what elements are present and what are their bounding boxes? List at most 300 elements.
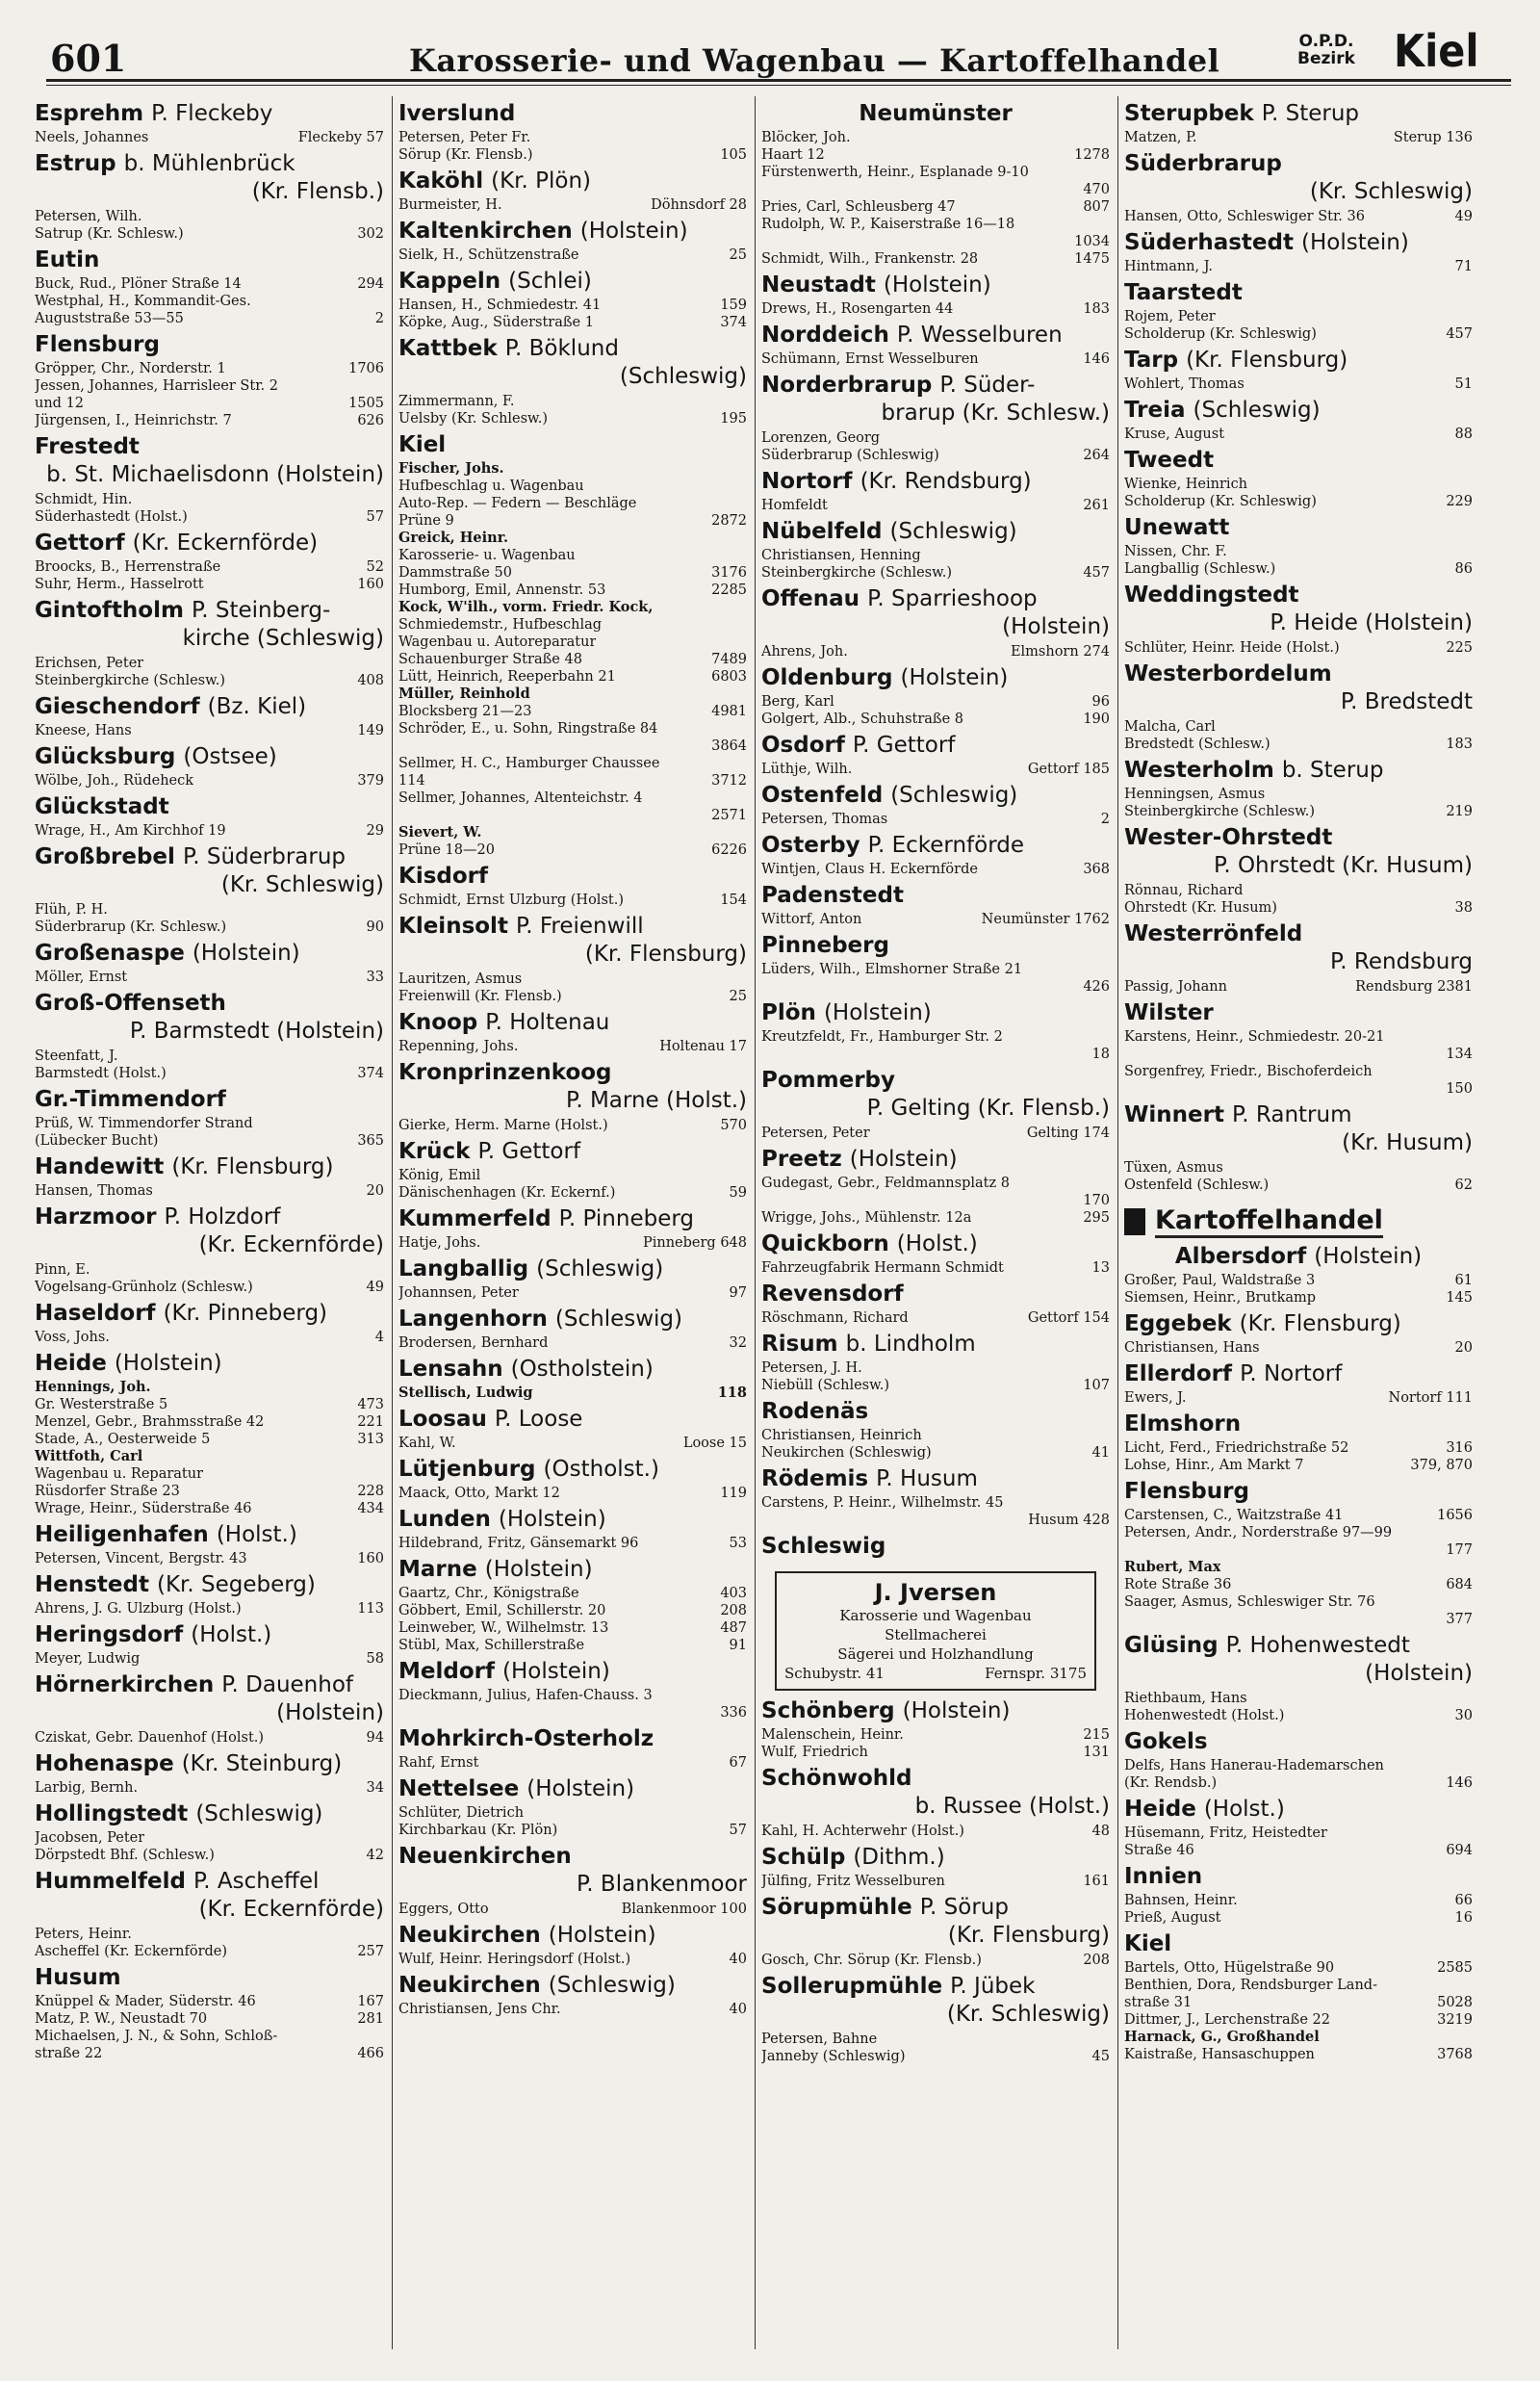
place-subtitle-cont: (Holstein) bbox=[1002, 614, 1110, 639]
directory-entry bbox=[35, 1396, 384, 1413]
place-name: Flensburg bbox=[35, 332, 160, 357]
entry-phone: Nortorf 111 bbox=[1388, 1390, 1473, 1406]
entry-name: Petersen, Peter bbox=[761, 1126, 870, 1141]
place-name: Albersdorf bbox=[1174, 1244, 1307, 1269]
directory-entry bbox=[398, 971, 747, 988]
directory-entry bbox=[35, 1065, 384, 1082]
entry-name: Hansen, H., Schmiedestr. 41 bbox=[398, 298, 602, 313]
place-heading bbox=[398, 1357, 747, 1383]
place-heading bbox=[761, 586, 1110, 612]
place-name: Wester-Ohrstedt bbox=[1124, 825, 1333, 850]
entry-phone: 25 bbox=[729, 989, 747, 1004]
directory-entry bbox=[1124, 426, 1473, 443]
place-subtitle: (Holst.) bbox=[216, 1522, 297, 1547]
place-subtitle: (Kr. Eckernförde) bbox=[132, 531, 319, 556]
place-heading bbox=[398, 1973, 747, 1999]
directory-entry bbox=[1124, 1909, 1473, 1927]
entry-name: Broocks, B., Herrenstraße bbox=[35, 559, 221, 575]
entry-phone: 1034 bbox=[1074, 234, 1110, 249]
advertisement-box bbox=[775, 1571, 1096, 1691]
entry-phone: 49 bbox=[1454, 209, 1473, 224]
directory-entry bbox=[1124, 1892, 1473, 1909]
entry-name: Sellmer, H. C., Hamburger Chaussee bbox=[398, 756, 660, 771]
entry-phone: 159 bbox=[720, 298, 747, 313]
section-title: Kartoffelhandel bbox=[1155, 1205, 1383, 1238]
place-name: Nettelsee bbox=[398, 1776, 520, 1801]
place-heading bbox=[35, 1965, 384, 1991]
directory-entry bbox=[1124, 1389, 1473, 1407]
entry-phone: 2571 bbox=[711, 808, 747, 823]
place-heading bbox=[761, 1399, 1110, 1425]
directory-entry bbox=[1124, 718, 1473, 736]
place-subtitle: P. Böklund bbox=[504, 336, 619, 361]
entry-name: Meyer, Ludwig bbox=[35, 1651, 141, 1667]
entry-phone: 208 bbox=[720, 1603, 747, 1618]
entry-name: Sielk, H., Schützenstraße bbox=[398, 247, 579, 263]
place-subtitle: (Schleswig) bbox=[548, 1973, 676, 1998]
entry-name: Lütt, Heinrich, Reeperbahn 21 bbox=[398, 669, 616, 685]
place-heading bbox=[35, 598, 384, 624]
entry-name: Prüne 9 bbox=[398, 513, 454, 529]
directory-entry bbox=[1124, 1959, 1473, 1977]
entry-phone: 118 bbox=[717, 1385, 747, 1401]
place-subtitle: (Holstein) bbox=[192, 941, 300, 966]
directory-entry bbox=[761, 693, 1110, 711]
place-subtitle-cont: (Kr. Husum) bbox=[1342, 1130, 1473, 1155]
directory-entry bbox=[398, 1754, 747, 1772]
directory-entry bbox=[398, 1485, 747, 1502]
entry-name: Sörup (Kr. Flensb.) bbox=[398, 147, 533, 163]
entry-phone: 150 bbox=[1446, 1081, 1473, 1097]
entry-name: Rojem, Peter bbox=[1124, 309, 1216, 324]
entry-name: Prüß, W. Timmendorfer Strand bbox=[35, 1116, 253, 1131]
entry-name: Gr. Westerstraße 5 bbox=[35, 1397, 168, 1412]
place-name: Gettorf bbox=[35, 531, 125, 556]
entry-phone: 2872 bbox=[711, 513, 747, 529]
place-heading bbox=[1124, 280, 1473, 306]
directory-entry bbox=[398, 738, 747, 755]
entry-phone: Fleckeby 57 bbox=[297, 130, 384, 145]
directory-entry bbox=[1124, 1457, 1473, 1474]
directory-entry bbox=[35, 558, 384, 576]
place-heading bbox=[1124, 825, 1473, 851]
place-subtitle: (Holstein) bbox=[1301, 230, 1409, 255]
entry-name: Lüthje, Wilh. bbox=[761, 762, 853, 777]
directory-entry bbox=[398, 1117, 747, 1134]
entry-name: Neels, Johannes bbox=[35, 130, 149, 145]
place-name: Heide bbox=[35, 1351, 107, 1376]
place-name: Kattbek bbox=[398, 336, 498, 361]
place-name: Taarstedt bbox=[1124, 280, 1243, 305]
directory-entry bbox=[761, 1046, 1110, 1063]
place-heading bbox=[761, 1895, 1110, 1921]
entry-phone: 58 bbox=[366, 1651, 384, 1667]
directory-entry bbox=[35, 1550, 384, 1567]
place-heading bbox=[398, 1206, 747, 1232]
entry-name: Fischer, Johs. bbox=[398, 460, 504, 477]
ad-line: Stellmacherei bbox=[885, 1626, 987, 1643]
entry-phone: 149 bbox=[357, 723, 384, 738]
directory-entry bbox=[1124, 2046, 1473, 2063]
place-heading bbox=[398, 1776, 747, 1802]
place-heading bbox=[35, 1801, 384, 1827]
entry-name: Göbbert, Emil, Schillerstr. 20 bbox=[398, 1603, 606, 1618]
place-heading bbox=[35, 1869, 384, 1895]
directory-entry bbox=[761, 1952, 1110, 1969]
place-subtitle: (Holstein) bbox=[900, 665, 1009, 690]
directory-entry bbox=[35, 1779, 384, 1797]
directory-entry bbox=[1124, 1825, 1473, 1842]
entry-name: Rönnau, Richard bbox=[1124, 883, 1244, 898]
place-name: Lütjenburg bbox=[398, 1457, 536, 1482]
place-subtitle: (Holstein) bbox=[114, 1351, 222, 1376]
directory-entry bbox=[761, 1873, 1110, 1890]
entry-name: Hildebrand, Fritz, Gänsemarkt 96 bbox=[398, 1536, 639, 1551]
entry-name: Steenfatt, J. bbox=[35, 1048, 118, 1064]
entry-name: Kreutzfeldt, Fr., Hamburger Str. 2 bbox=[761, 1029, 1003, 1045]
place-subtitle-cont: P. Heide (Holstein) bbox=[1270, 610, 1473, 635]
directory-entry bbox=[35, 412, 384, 429]
entry-name: Vogelsang-Grünholz (Schlesw.) bbox=[35, 1280, 253, 1295]
entry-phone: 3864 bbox=[711, 738, 747, 754]
entry-name: Pinn, E. bbox=[35, 1262, 90, 1278]
entry-name: Riethbaum, Hans bbox=[1124, 1691, 1247, 1706]
entry-name: Petersen, Thomas bbox=[761, 812, 888, 827]
place-heading bbox=[35, 434, 384, 460]
place-heading bbox=[35, 1087, 384, 1113]
directory-entry bbox=[35, 129, 384, 146]
place-name: Iverslund bbox=[398, 101, 516, 126]
entry-name: Christiansen, Henning bbox=[761, 548, 921, 563]
directory-entry bbox=[761, 1259, 1110, 1277]
entry-phone: 45 bbox=[1091, 2049, 1110, 2064]
directory-entry bbox=[398, 1704, 747, 1721]
place-subtitle: (Schleswig) bbox=[1193, 398, 1321, 423]
entry-name: Westphal, H., Kommandit-Ges. bbox=[35, 294, 251, 309]
entry-phone: 91 bbox=[729, 1638, 747, 1653]
directory-entry bbox=[761, 1726, 1110, 1744]
entry-name: Lauritzen, Asmus bbox=[398, 971, 523, 987]
entry-name: Flüh, P. H. bbox=[35, 902, 108, 918]
place-name: Rödemis bbox=[761, 1466, 869, 1491]
directory-entry bbox=[1124, 1576, 1473, 1593]
directory-entry bbox=[1124, 1080, 1473, 1098]
entry-name: Suhr, Herm., Hasselrott bbox=[35, 577, 204, 592]
directory-entry bbox=[35, 225, 384, 243]
entry-name: Brodersen, Bernhard bbox=[398, 1335, 549, 1351]
entry-name: Larbig, Bernh. bbox=[35, 1780, 139, 1796]
directory-entry bbox=[1124, 1611, 1473, 1628]
place-name: Tarp bbox=[1124, 348, 1179, 373]
place-name: Osdorf bbox=[761, 733, 845, 758]
directory-entry bbox=[1124, 736, 1473, 753]
entry-phone: Gettorf 185 bbox=[1027, 762, 1110, 777]
entry-phone: 40 bbox=[729, 2002, 747, 2017]
directory-entry bbox=[398, 1951, 747, 1968]
place-name: Loosau bbox=[398, 1407, 487, 1432]
place-heading bbox=[398, 1507, 747, 1533]
directory-entry bbox=[35, 1943, 384, 1960]
place-heading bbox=[35, 744, 384, 770]
entry-name: Kneese, Hans bbox=[35, 723, 132, 738]
entry-name: König, Emil bbox=[398, 1168, 481, 1183]
place-name: Ostenfeld bbox=[761, 783, 884, 808]
entry-phone: Husum 428 bbox=[1028, 1513, 1110, 1528]
place-heading bbox=[398, 1307, 747, 1333]
entry-name: Bahnsen, Heinr. bbox=[1124, 1893, 1238, 1908]
entry-name: Freienwill (Kr. Flensb.) bbox=[398, 989, 562, 1004]
directory-entry bbox=[761, 350, 1110, 368]
place-name: Knoop bbox=[398, 1010, 478, 1035]
place-subtitle: P. Nortorf bbox=[1240, 1361, 1343, 1386]
directory-entry bbox=[35, 822, 384, 840]
entry-phone: 183 bbox=[1446, 737, 1473, 752]
entry-phone: 215 bbox=[1083, 1727, 1110, 1743]
place-name: Eggebek bbox=[1124, 1311, 1232, 1336]
column-1 bbox=[29, 96, 392, 2349]
entry-name: Kruse, August bbox=[1124, 427, 1225, 442]
entry-phone: 6226 bbox=[711, 842, 747, 858]
directory-entry bbox=[761, 181, 1110, 198]
place-name: Estrup bbox=[35, 151, 116, 176]
entry-phone: 377 bbox=[1446, 1612, 1473, 1627]
place-name: Kummerfeld bbox=[398, 1206, 552, 1231]
entry-name: Ascheffel (Kr. Eckernförde) bbox=[35, 1944, 228, 1959]
place-heading bbox=[398, 1139, 747, 1165]
place-name: Kappeln bbox=[398, 269, 501, 294]
directory-entry bbox=[398, 196, 747, 214]
entry-phone: 42 bbox=[366, 1848, 384, 1863]
entry-phone: 295 bbox=[1083, 1210, 1110, 1226]
place-heading bbox=[761, 1000, 1110, 1026]
entry-phone: 33 bbox=[366, 970, 384, 985]
entry-phone: 160 bbox=[357, 577, 384, 592]
entry-name: Tüxen, Asmus bbox=[1124, 1160, 1223, 1176]
entry-name: Knüppel & Mader, Süderstr. 46 bbox=[35, 1994, 256, 2009]
ad-line: Sägerei und Holzhandlung bbox=[837, 1645, 1034, 1663]
place-subtitle: (Ostholst.) bbox=[543, 1457, 659, 1482]
place-name: Neustadt bbox=[761, 272, 876, 298]
place-subtitle: P. Süderbrarup bbox=[182, 844, 346, 869]
place-subtitle: (Holstein) bbox=[548, 1923, 656, 1948]
place-name: Osterby bbox=[761, 833, 860, 858]
directory-entry bbox=[398, 495, 747, 512]
directory-entry bbox=[398, 1619, 747, 1637]
place-subtitle: (Kr. Flensburg) bbox=[1239, 1311, 1401, 1336]
directory-entry bbox=[398, 1901, 747, 1918]
directory-entry bbox=[398, 789, 747, 807]
entry-name: Kahl, H. Achterwehr (Holst.) bbox=[761, 1824, 964, 1839]
entry-phone: Sterup 136 bbox=[1393, 130, 1473, 145]
entry-phone: 107 bbox=[1083, 1378, 1110, 1393]
place-subtitle: (Kr. Steinburg) bbox=[181, 1751, 343, 1776]
entry-phone: 294 bbox=[357, 276, 384, 292]
place-subtitle-cont: kirche (Schleswig) bbox=[182, 626, 384, 651]
place-subtitle-cont: P. Gelting (Kr. Flensb.) bbox=[866, 1096, 1110, 1121]
entry-name: Stübl, Max, Schillerstraße bbox=[398, 1638, 585, 1653]
place-name: Norderbrarup bbox=[761, 373, 933, 398]
entry-phone: 626 bbox=[357, 413, 384, 428]
place-heading bbox=[761, 101, 1110, 127]
entry-name: Jacobsen, Peter bbox=[35, 1830, 145, 1846]
place-heading bbox=[1124, 582, 1473, 608]
place-heading bbox=[1124, 1411, 1473, 1437]
entry-name: Köpke, Aug., Süderstraße 1 bbox=[398, 315, 594, 330]
place-subtitle: (Schleswig) bbox=[890, 783, 1018, 808]
place-subtitle: (Holstein) bbox=[823, 1000, 932, 1025]
place-name: Offenau bbox=[761, 586, 860, 611]
place-subtitle: (Holstein) bbox=[1314, 1244, 1423, 1269]
entry-name: Kahl, W. bbox=[398, 1436, 456, 1451]
directory-entry bbox=[398, 1284, 747, 1302]
page-header bbox=[29, 19, 1511, 87]
place-name: Kaköhl bbox=[398, 168, 484, 194]
place-heading bbox=[761, 933, 1110, 959]
place-heading bbox=[35, 332, 384, 358]
place-name: Husum bbox=[35, 1965, 121, 1990]
directory-entry bbox=[35, 360, 384, 377]
entry-phone: 473 bbox=[357, 1397, 384, 1412]
place-name: Neukirchen bbox=[398, 1973, 541, 1998]
directory-entry bbox=[35, 1329, 384, 1346]
place-heading bbox=[1124, 1729, 1473, 1755]
directory-entry bbox=[398, 460, 747, 478]
place-subtitle: P. Sörup bbox=[919, 1895, 1009, 1920]
place-subtitle: P. Gettorf bbox=[477, 1139, 581, 1164]
directory-entry bbox=[398, 564, 747, 582]
directory-entry bbox=[398, 1535, 747, 1552]
opd-label: O.P.D. bbox=[1298, 32, 1354, 51]
place-heading bbox=[398, 1407, 747, 1433]
entry-name: Wulf, Friedrich bbox=[761, 1745, 868, 1760]
entry-name: Peters, Heinr. bbox=[35, 1927, 132, 1942]
entry-phone: 208 bbox=[1083, 1953, 1110, 1968]
place-heading bbox=[35, 1351, 384, 1377]
entry-name: Schauenburger Straße 48 bbox=[398, 652, 582, 667]
entry-phone: 5028 bbox=[1437, 1995, 1473, 2010]
entry-phone: Holtenau 17 bbox=[659, 1039, 747, 1054]
entry-name: Uelsby (Kr. Schlesw.) bbox=[398, 411, 549, 427]
directory-entry bbox=[398, 755, 747, 772]
directory-entry bbox=[1124, 1977, 1473, 1994]
entry-name: Repenning, Johs. bbox=[398, 1039, 519, 1054]
place-name: Harzmoor bbox=[35, 1204, 157, 1229]
entry-name: Wintjen, Claus H. Eckernförde bbox=[761, 862, 978, 877]
place-subtitle-cont: (Kr. Flensburg) bbox=[584, 942, 747, 967]
directory-entry bbox=[1124, 258, 1473, 275]
directory-entry bbox=[35, 1413, 384, 1431]
place-subtitle: (Ostsee) bbox=[183, 744, 277, 769]
entry-name: Petersen, Andr., Norderstraße 97—99 bbox=[1124, 1525, 1393, 1540]
place-name: Sörupmühle bbox=[761, 1895, 912, 1920]
place-name: Esprehm bbox=[35, 101, 144, 126]
directory-entry bbox=[398, 1167, 747, 1184]
entry-phone: 59 bbox=[729, 1185, 747, 1201]
directory-entry bbox=[1124, 493, 1473, 510]
place-heading bbox=[35, 1751, 384, 1777]
place-name: Schönwohld bbox=[761, 1766, 912, 1791]
place-subtitle: P. Holzdorf bbox=[164, 1204, 281, 1229]
entry-name: Fürstenwerth, Heinr., Esplanade 9-10 bbox=[761, 165, 1029, 180]
entry-phone: 470 bbox=[1083, 182, 1110, 197]
entry-name: Stade, A., Oesterweide 5 bbox=[35, 1432, 211, 1447]
place-heading bbox=[1124, 515, 1473, 541]
entry-phone: 2285 bbox=[711, 582, 747, 598]
place-subtitle: (Kr. Plön) bbox=[491, 168, 592, 194]
entry-name: Möller, Ernst bbox=[35, 970, 128, 985]
entry-name: (Lübecker Bucht) bbox=[35, 1133, 159, 1149]
place-name: Flensburg bbox=[1124, 1479, 1249, 1504]
place-name: Innien bbox=[1124, 1864, 1203, 1889]
place-heading bbox=[1124, 348, 1473, 374]
entry-name: Johannsen, Peter bbox=[398, 1285, 519, 1301]
entry-phone: 49 bbox=[366, 1280, 384, 1295]
place-heading bbox=[35, 694, 384, 720]
entry-name: Humborg, Emil, Annenstr. 53 bbox=[398, 582, 606, 598]
entry-phone: Rendsburg 2381 bbox=[1355, 979, 1473, 995]
entry-phone: 90 bbox=[366, 919, 384, 935]
place-heading bbox=[398, 269, 747, 295]
entry-phone: 18 bbox=[1091, 1047, 1110, 1062]
place-heading bbox=[1124, 101, 1473, 127]
place-name: Süderhastedt bbox=[1124, 230, 1294, 255]
entry-name: Blöcker, Joh. bbox=[761, 130, 851, 145]
place-name: Kiel bbox=[1124, 1931, 1172, 1956]
entry-phone: 183 bbox=[1083, 301, 1110, 317]
place-name: Kronprinzenkoog bbox=[398, 1060, 612, 1085]
entry-name: Nissen, Chr. F. bbox=[1124, 544, 1227, 559]
entry-name: Berg, Karl bbox=[761, 694, 834, 710]
place-subtitle: (Holstein) bbox=[883, 272, 991, 298]
place-name: Rodenäs bbox=[761, 1399, 869, 1424]
entry-phone: Gelting 174 bbox=[1026, 1126, 1110, 1141]
entry-phone: 134 bbox=[1446, 1047, 1473, 1062]
place-subtitle: P. Dauenhof bbox=[221, 1672, 353, 1697]
place-subtitle-cont: (Kr. Eckernförde) bbox=[198, 1897, 384, 1922]
directory-entry bbox=[35, 1431, 384, 1448]
place-subtitle: P. Gettorf bbox=[852, 733, 956, 758]
entry-phone: 3712 bbox=[711, 773, 747, 789]
place-name: Neuenkirchen bbox=[398, 1844, 572, 1869]
directory-entry bbox=[398, 616, 747, 634]
entry-name: Licht, Ferd., Friedrichstraße 52 bbox=[1124, 1440, 1349, 1456]
place-subtitle-cont: (Holstein) bbox=[1365, 1661, 1473, 1686]
place-heading bbox=[761, 1466, 1110, 1492]
entry-name: Christiansen, Jens Chr. bbox=[398, 2002, 561, 2017]
place-heading bbox=[1124, 661, 1473, 687]
directory-entry bbox=[398, 512, 747, 530]
place-name: Unewatt bbox=[1124, 515, 1230, 540]
place-heading bbox=[1124, 448, 1473, 474]
directory-entry bbox=[398, 246, 747, 264]
entry-phone: Pinneberg 648 bbox=[642, 1235, 747, 1251]
directory-entry bbox=[398, 1334, 747, 1352]
entry-name: Delfs, Hans Hanerau-Hademarschen bbox=[1124, 1758, 1384, 1773]
entry-phone: 336 bbox=[720, 1705, 747, 1721]
place-subtitle-cont: (Kr. Schleswig) bbox=[946, 2002, 1110, 2027]
directory-entry bbox=[35, 2028, 384, 2045]
entry-phone: 229 bbox=[1446, 494, 1473, 509]
ad-phone: Fernspr. 3175 bbox=[985, 1665, 1087, 1682]
directory-entry bbox=[761, 961, 1110, 978]
entry-name: Siemsen, Heinr., Brutkamp bbox=[1124, 1290, 1317, 1306]
place-subtitle: (Kr. Segeberg) bbox=[156, 1572, 316, 1597]
entry-phone: 161 bbox=[1083, 1874, 1110, 1889]
entry-phone: 379, 870 bbox=[1410, 1458, 1473, 1473]
entry-name: Leinweber, W., Wilhelmstr. 13 bbox=[398, 1620, 609, 1636]
columns bbox=[29, 96, 1511, 2349]
place-heading bbox=[1124, 921, 1473, 947]
